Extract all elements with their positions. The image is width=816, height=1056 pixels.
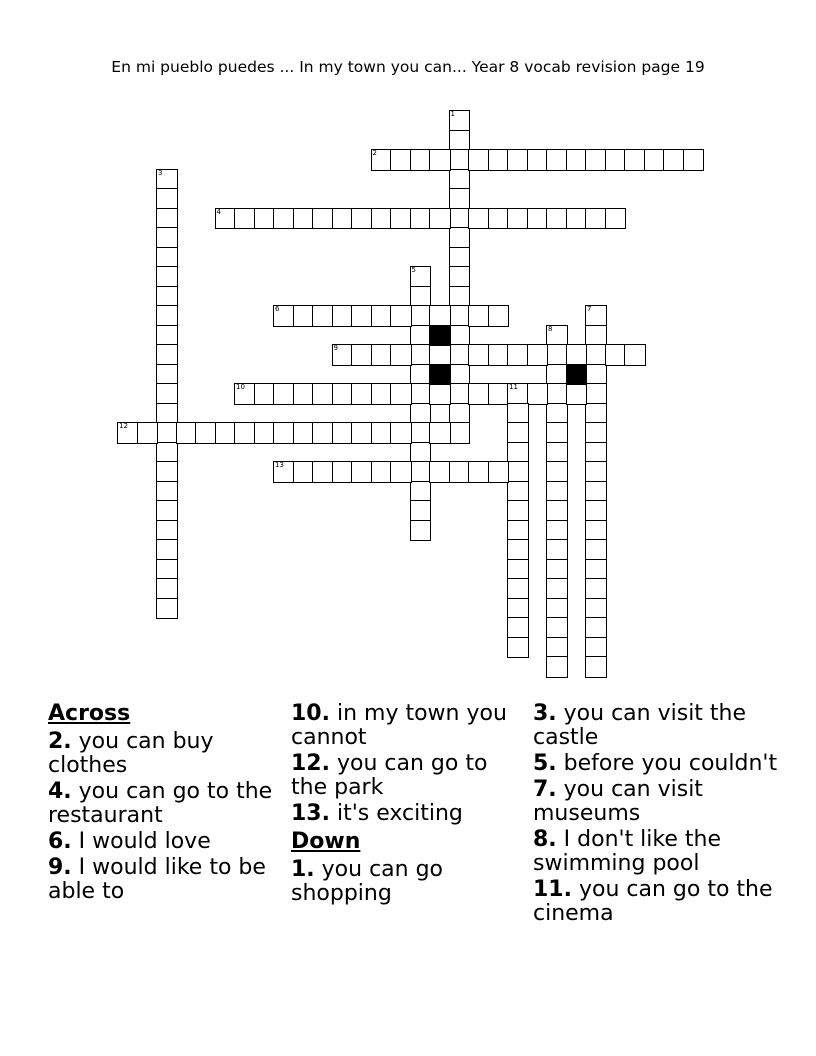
- grid-cell[interactable]: [156, 520, 178, 542]
- clue-number-label: 3: [158, 168, 163, 177]
- grid-cell[interactable]: [410, 383, 432, 405]
- grid-cell[interactable]: [156, 461, 178, 483]
- grid-cell[interactable]: [468, 461, 490, 483]
- grid-cell[interactable]: [410, 286, 432, 308]
- grid-cell[interactable]: [410, 442, 432, 464]
- grid-cell[interactable]: [176, 422, 198, 444]
- clue-number: 2.: [48, 729, 72, 754]
- across-heading: Across: [48, 701, 131, 726]
- clue-number-label: 13: [275, 461, 284, 469]
- grid-cell[interactable]: [546, 559, 568, 581]
- grid-cell[interactable]: [546, 481, 568, 503]
- grid-cell[interactable]: [585, 637, 607, 659]
- grid-cell[interactable]: [449, 422, 471, 444]
- clue-number: 11.: [533, 877, 572, 902]
- grid-cell[interactable]: [410, 266, 432, 288]
- grid-cell[interactable]: [546, 598, 568, 620]
- grid-cell[interactable]: [273, 461, 295, 483]
- grid-cell[interactable]: [624, 344, 646, 366]
- grid-cell[interactable]: [449, 344, 471, 366]
- grid-cell[interactable]: [566, 149, 588, 171]
- grid-cell[interactable]: [507, 403, 529, 425]
- grid-cell[interactable]: [410, 344, 432, 366]
- clue-item: [533, 778, 783, 826]
- grid-cell[interactable]: [156, 598, 178, 620]
- grid-cell[interactable]: [390, 149, 412, 171]
- grid-cell[interactable]: [410, 149, 432, 171]
- clue-number: 12.: [291, 751, 330, 776]
- grid-cell[interactable]: [156, 247, 178, 269]
- grid-cell[interactable]: [507, 422, 529, 444]
- clue-number-label: 8: [548, 324, 553, 333]
- grid-cell[interactable]: [390, 383, 412, 405]
- grid-cell[interactable]: [312, 383, 334, 405]
- grid-cell[interactable]: [449, 286, 471, 308]
- grid-cell[interactable]: [488, 305, 510, 327]
- grid-cell[interactable]: [234, 422, 256, 444]
- grid-cell[interactable]: [351, 383, 373, 405]
- grid-cell[interactable]: [156, 578, 178, 600]
- grid-cell[interactable]: [449, 403, 471, 425]
- clue-text: you can go shopping: [291, 857, 444, 906]
- grid-cell[interactable]: [371, 344, 393, 366]
- grid-cell[interactable]: [410, 481, 432, 503]
- grid-cell[interactable]: [156, 481, 178, 503]
- grid-cell[interactable]: [507, 149, 529, 171]
- grid-cell[interactable]: [488, 461, 510, 483]
- grid-cell[interactable]: [390, 208, 412, 230]
- grid-cell[interactable]: [546, 500, 568, 522]
- grid-cell[interactable]: [546, 149, 568, 171]
- grid-cell[interactable]: [449, 383, 471, 405]
- grid-cell[interactable]: [585, 520, 607, 542]
- clue-item: [48, 780, 284, 828]
- grid-cell[interactable]: [117, 422, 139, 444]
- grid-cell[interactable]: [507, 637, 529, 659]
- clue-number-label: 5: [411, 266, 416, 274]
- clue-number-label: 6: [275, 305, 280, 313]
- clue-number: 9.: [48, 855, 72, 880]
- grid-cell[interactable]: [449, 188, 471, 210]
- clue-text: you can go to the cinema: [533, 877, 773, 926]
- grid-cell[interactable]: [585, 208, 607, 230]
- grid-cell[interactable]: [605, 344, 627, 366]
- grid-cell[interactable]: [585, 442, 607, 464]
- grid-cell[interactable]: [449, 305, 471, 327]
- grid-cell[interactable]: [410, 422, 432, 444]
- grid-cell[interactable]: [371, 208, 393, 230]
- grid-cell[interactable]: [351, 461, 373, 483]
- grid-cell[interactable]: [371, 422, 393, 444]
- grid-cell[interactable]: [293, 383, 315, 405]
- grid-cell[interactable]: [585, 500, 607, 522]
- clue-number-label: 4: [216, 207, 221, 216]
- grid-cell[interactable]: [507, 208, 529, 230]
- clue-text: I don't like the swimming pool: [533, 827, 721, 876]
- grid-cell[interactable]: [449, 266, 471, 288]
- grid-cell[interactable]: [468, 208, 490, 230]
- grid-cell[interactable]: [429, 383, 451, 405]
- grid-cell[interactable]: [156, 169, 178, 191]
- clue-text: I would like to be able to: [48, 855, 266, 904]
- grid-cell[interactable]: [410, 500, 432, 522]
- grid-cell[interactable]: [371, 149, 393, 171]
- grid-cell[interactable]: [195, 422, 217, 444]
- grid-cell[interactable]: [390, 422, 412, 444]
- grid-cell[interactable]: [332, 461, 354, 483]
- grid-cell[interactable]: [507, 520, 529, 542]
- grid-cell[interactable]: [156, 227, 178, 249]
- grid-cell[interactable]: [156, 539, 178, 561]
- grid-cell[interactable]: [566, 383, 588, 405]
- clue-number: 8.: [533, 827, 557, 852]
- grid-cell[interactable]: [507, 481, 529, 503]
- grid-cell[interactable]: [410, 403, 432, 425]
- grid-cell[interactable]: [468, 305, 490, 327]
- grid-cell[interactable]: [585, 578, 607, 600]
- grid-cell[interactable]: [449, 247, 471, 269]
- grid-cell[interactable]: [332, 383, 354, 405]
- clue-number: 4.: [48, 779, 72, 804]
- grid-cell[interactable]: [449, 169, 471, 191]
- clue-text: it's exciting: [329, 801, 463, 826]
- grid-cell[interactable]: [527, 208, 549, 230]
- grid-cell[interactable]: [449, 149, 471, 171]
- grid-cell[interactable]: [390, 344, 412, 366]
- grid-cell[interactable]: [351, 422, 373, 444]
- grid-cell[interactable]: [546, 656, 568, 678]
- clue-number: 6.: [48, 829, 72, 854]
- grid-cell[interactable]: [507, 539, 529, 561]
- page-title: En mi pueblo puedes ... In my town you can... Year 8 vocab revision page 19: [111, 58, 705, 76]
- grid-cell[interactable]: [156, 208, 178, 230]
- grid-cell[interactable]: [273, 422, 295, 444]
- grid-cell[interactable]: [527, 344, 549, 366]
- clue-number-label: 7: [587, 305, 592, 313]
- clue-number-label: 1: [450, 110, 455, 118]
- grid-cell[interactable]: [546, 403, 568, 425]
- black-cell: [429, 325, 451, 347]
- grid-cell[interactable]: [156, 188, 178, 210]
- grid-cell[interactable]: [371, 461, 393, 483]
- grid-cell[interactable]: [683, 149, 705, 171]
- grid-cell[interactable]: [546, 208, 568, 230]
- grid-cell[interactable]: [663, 149, 685, 171]
- clue-item: [291, 802, 527, 826]
- clue-item: [291, 858, 527, 906]
- clue-item: [291, 752, 527, 800]
- grid-cell[interactable]: [488, 208, 510, 230]
- clue-number-label: 10: [236, 383, 245, 391]
- grid-cell[interactable]: [507, 461, 529, 483]
- down-heading: Down: [291, 829, 361, 854]
- grid-cell[interactable]: [156, 500, 178, 522]
- grid-cell[interactable]: [351, 344, 373, 366]
- grid-cell[interactable]: [605, 208, 627, 230]
- grid-cell[interactable]: [293, 461, 315, 483]
- clue-item: [48, 830, 284, 854]
- grid-cell[interactable]: [234, 208, 256, 230]
- grid-cell[interactable]: [449, 208, 471, 230]
- clue-text: you can buy clothes: [48, 729, 214, 778]
- grid-cell[interactable]: [449, 364, 471, 386]
- clue-number-label: 9: [333, 344, 338, 352]
- grid-cell[interactable]: [215, 208, 237, 230]
- grid-cell[interactable]: [332, 305, 354, 327]
- grid-cell[interactable]: [449, 227, 471, 249]
- clue-number: 5.: [533, 751, 557, 776]
- clue-item: [533, 828, 783, 876]
- grid-cell[interactable]: [156, 286, 178, 308]
- clue-column-1: [48, 702, 284, 906]
- grid-cell[interactable]: [546, 539, 568, 561]
- clue-item: [48, 730, 284, 778]
- clue-item: [291, 702, 527, 750]
- grid-cell[interactable]: [468, 344, 490, 366]
- grid-cell[interactable]: [566, 208, 588, 230]
- grid-cell[interactable]: [546, 637, 568, 659]
- clue-item: [48, 856, 284, 904]
- grid-cell[interactable]: [156, 442, 178, 464]
- grid-cell[interactable]: [390, 305, 412, 327]
- grid-cell[interactable]: [429, 461, 451, 483]
- clue-text: you can go to the restaurant: [48, 779, 273, 828]
- grid-cell[interactable]: [273, 383, 295, 405]
- grid-cell[interactable]: [156, 325, 178, 347]
- grid-cell[interactable]: [215, 422, 237, 444]
- clue-number: 1.: [291, 857, 315, 882]
- grid-cell[interactable]: [546, 461, 568, 483]
- grid-cell[interactable]: [449, 325, 471, 347]
- grid-cell[interactable]: [585, 344, 607, 366]
- grid-cell[interactable]: [527, 149, 549, 171]
- grid-cell[interactable]: [332, 422, 354, 444]
- clue-text: you can go to the park: [291, 751, 488, 800]
- clue-text: before you couldn't: [556, 751, 778, 776]
- black-cell: [429, 364, 451, 386]
- clue-number: 10.: [291, 701, 330, 726]
- clue-number-label: 11: [509, 383, 518, 391]
- grid-cell[interactable]: [488, 344, 510, 366]
- grid-cell[interactable]: [332, 208, 354, 230]
- grid-cell[interactable]: [449, 130, 471, 152]
- clue-item: [533, 878, 783, 926]
- grid-cell[interactable]: [566, 344, 588, 366]
- grid-cell[interactable]: [410, 305, 432, 327]
- grid-cell[interactable]: [293, 422, 315, 444]
- grid-cell[interactable]: [351, 305, 373, 327]
- grid-cell[interactable]: [410, 461, 432, 483]
- grid-cell[interactable]: [527, 383, 549, 405]
- clue-item: [533, 702, 783, 750]
- grid-cell[interactable]: [156, 383, 178, 405]
- clue-text: in my town you cannot: [291, 701, 507, 750]
- grid-cell[interactable]: [546, 578, 568, 600]
- grid-cell[interactable]: [156, 559, 178, 581]
- grid-cell[interactable]: [312, 305, 334, 327]
- black-cell: [566, 364, 588, 386]
- grid-cell[interactable]: [254, 422, 276, 444]
- grid-cell[interactable]: [585, 559, 607, 581]
- grid-cell[interactable]: [254, 383, 276, 405]
- grid-cell[interactable]: [449, 110, 471, 132]
- grid-cell[interactable]: [410, 520, 432, 542]
- grid-cell[interactable]: [293, 305, 315, 327]
- grid-cell[interactable]: [585, 598, 607, 620]
- grid-cell[interactable]: [312, 208, 334, 230]
- clue-text: I would love: [71, 829, 211, 854]
- grid-cell[interactable]: [156, 266, 178, 288]
- grid-cell[interactable]: [585, 481, 607, 503]
- grid-cell[interactable]: [507, 383, 529, 405]
- clue-number: 3.: [533, 701, 557, 726]
- grid-cell[interactable]: [585, 422, 607, 444]
- clue-column-3: [533, 702, 783, 928]
- grid-cell[interactable]: [507, 559, 529, 581]
- grid-cell[interactable]: [371, 305, 393, 327]
- grid-cell[interactable]: [312, 461, 334, 483]
- grid-cell[interactable]: [293, 208, 315, 230]
- grid-cell[interactable]: [585, 539, 607, 561]
- grid-cell[interactable]: [488, 383, 510, 405]
- grid-cell[interactable]: [507, 442, 529, 464]
- grid-cell[interactable]: [351, 208, 373, 230]
- grid-cell[interactable]: [546, 364, 568, 386]
- grid-cell[interactable]: [410, 325, 432, 347]
- grid-cell[interactable]: [585, 383, 607, 405]
- grid-cell[interactable]: [546, 383, 568, 405]
- grid-cell[interactable]: [410, 208, 432, 230]
- clue-text: you can visit the castle: [533, 701, 747, 750]
- clue-number: 7.: [533, 777, 557, 802]
- grid-cell[interactable]: [488, 149, 510, 171]
- grid-cell[interactable]: [546, 344, 568, 366]
- grid-cell[interactable]: [429, 305, 451, 327]
- grid-cell[interactable]: [449, 461, 471, 483]
- grid-cell[interactable]: [156, 364, 178, 386]
- grid-cell[interactable]: [507, 500, 529, 522]
- grid-cell[interactable]: [312, 422, 334, 444]
- grid-cell[interactable]: [644, 149, 666, 171]
- grid-cell[interactable]: [254, 208, 276, 230]
- grid-cell[interactable]: [156, 422, 178, 444]
- clue-item: [533, 752, 783, 776]
- grid-cell[interactable]: [585, 364, 607, 386]
- grid-cell[interactable]: [429, 149, 451, 171]
- grid-cell[interactable]: [585, 305, 607, 327]
- grid-cell[interactable]: [546, 442, 568, 464]
- grid-cell[interactable]: [605, 149, 627, 171]
- grid-cell[interactable]: [585, 403, 607, 425]
- grid-cell[interactable]: [585, 325, 607, 347]
- grid-cell[interactable]: [546, 325, 568, 347]
- clue-text: you can visit museums: [533, 777, 703, 826]
- grid-cell[interactable]: [429, 344, 451, 366]
- grid-cell[interactable]: [624, 149, 646, 171]
- grid-cell[interactable]: [468, 383, 490, 405]
- grid-cell[interactable]: [585, 461, 607, 483]
- grid-cell[interactable]: [507, 617, 529, 639]
- grid-cell[interactable]: [507, 344, 529, 366]
- grid-cell[interactable]: [410, 364, 432, 386]
- grid-cell[interactable]: [546, 422, 568, 444]
- clue-number-label: 2: [372, 149, 377, 157]
- grid-cell[interactable]: [137, 422, 159, 444]
- grid-cell[interactable]: [332, 344, 354, 366]
- grid-cell[interactable]: [273, 305, 295, 327]
- grid-cell[interactable]: [507, 578, 529, 600]
- grid-cell[interactable]: [234, 383, 256, 405]
- grid-cell[interactable]: [273, 208, 295, 230]
- clue-number: 13.: [291, 801, 330, 826]
- grid-cell[interactable]: [156, 305, 178, 327]
- grid-cell[interactable]: [156, 344, 178, 366]
- clue-column-2: [291, 702, 527, 908]
- grid-cell[interactable]: [585, 656, 607, 678]
- grid-cell[interactable]: [546, 520, 568, 542]
- grid-cell[interactable]: [585, 149, 607, 171]
- grid-cell[interactable]: [468, 149, 490, 171]
- grid-cell[interactable]: [156, 403, 178, 425]
- grid-cell[interactable]: [429, 208, 451, 230]
- clue-number-label: 12: [119, 422, 128, 430]
- grid-cell[interactable]: [371, 383, 393, 405]
- grid-cell[interactable]: [429, 422, 451, 444]
- grid-cell[interactable]: [546, 617, 568, 639]
- grid-cell[interactable]: [585, 617, 607, 639]
- grid-cell[interactable]: [390, 461, 412, 483]
- grid-cell[interactable]: [507, 598, 529, 620]
